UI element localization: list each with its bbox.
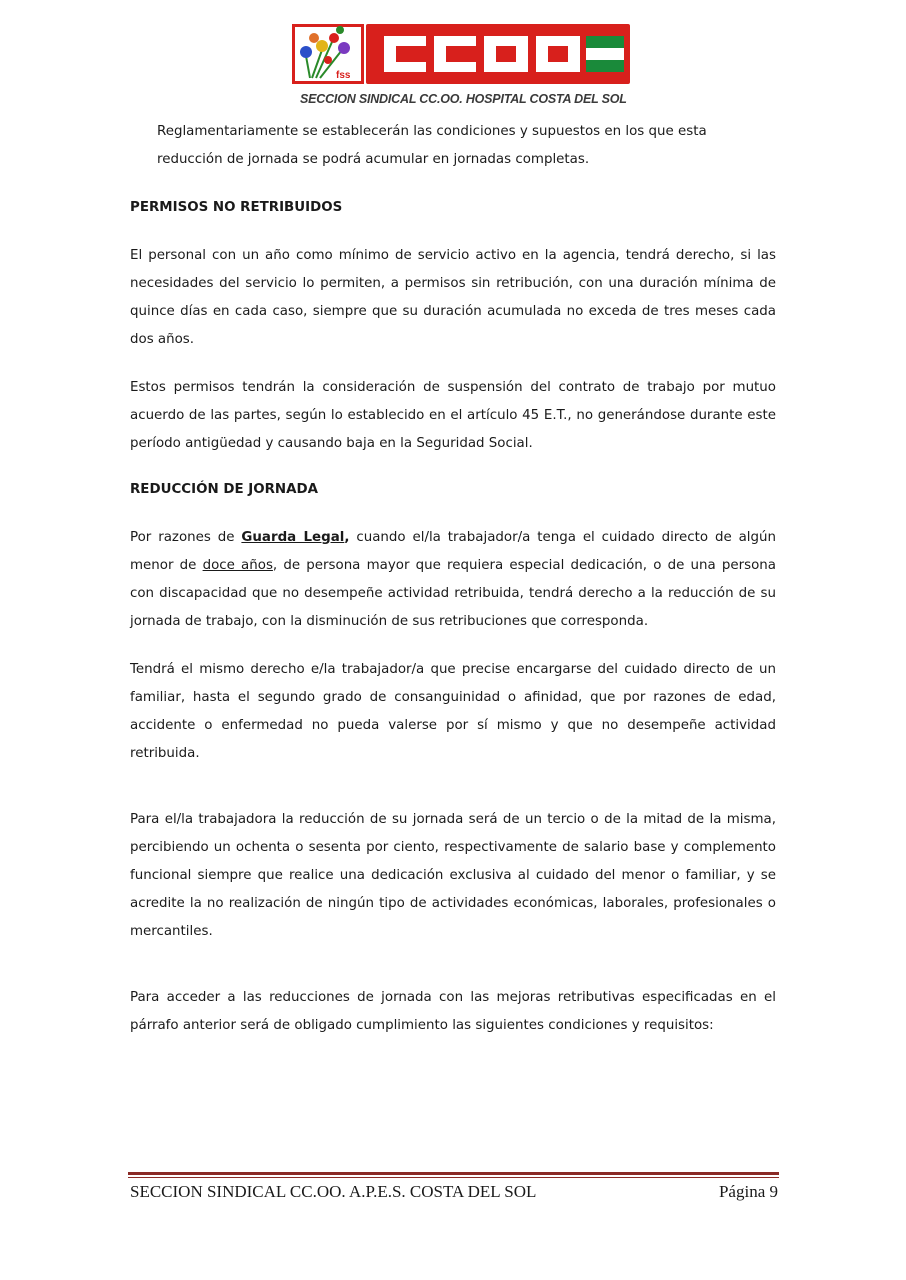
page-header xyxy=(0,0,906,110)
guarda-legal-term: Guarda Legal xyxy=(241,530,345,545)
section-heading-reduccion: REDUCCIÓN DE JORNADA xyxy=(130,482,318,497)
paragraph: Estos permisos tendrán la consideración de suspensión del contrato de trabajo por mutuo acuerdo de las partes, según lo establecido en el artículo 45 E.T., no generándose durante este período antigüedad y causando baja en la Seguridad Social. xyxy=(130,380,776,451)
header-subtitle: SECCION SINDICAL CC.OO. HOSPITAL COSTA DEL SOL xyxy=(300,92,627,106)
text-run: cuando el/la trabajador/a tenga el cuidado directo de algún menor de xyxy=(130,530,776,573)
footer-rule-thin xyxy=(128,1177,779,1178)
doce-anos-term: doce años xyxy=(202,558,273,573)
paragraph: El personal con un año como mínimo de servicio activo en la agencia, tendrá derecho, si las necesidades del servicio lo permiten, a permisos sin retribución, con una duración mínima de quince días en cada caso, siempre que su duración acumulada no exceda de tres meses cada dos años. xyxy=(130,248,776,347)
section-heading-permisos: PERMISOS NO RETRIBUIDOS xyxy=(130,200,343,215)
page-number: Página 9 xyxy=(718,1182,778,1201)
text-run: , de persona mayor que requiera especial dedicación, o de una persona con discapacidad que no desempeñe actividad retribuida, tendrá derecho a la reducción de su jornada de trabajo, con la disminución de sus retribuciones que corresponda. xyxy=(130,558,776,629)
document-body xyxy=(130,118,776,1040)
text-run: Por razones de xyxy=(130,530,242,545)
footer-organization: SECCION SINDICAL CC.OO. A.P.E.S. COSTA DEL SOL xyxy=(130,1182,537,1201)
fss-logo xyxy=(292,20,364,84)
footer-rule xyxy=(128,1172,779,1175)
paragraph-guarda-legal xyxy=(130,524,776,636)
intro-paragraph: Reglamentariamente se establecerán las condiciones y supuestos en los que esta reducción de jornada se podrá acumular en jornadas completas. xyxy=(157,124,707,167)
text-run: , xyxy=(344,530,350,545)
fss-logo-text: fss xyxy=(336,70,351,81)
ccoo-logo xyxy=(366,24,630,84)
paragraph: Para el/la trabajadora la reducción de su jornada será de un tercio o de la mitad de la misma, percibiendo un ochenta o sesenta por ciento, respectivamente de salario base y complemento funcional siempre que realice una dedicación exclusiva al cuidado del menor o familiar, y se acredite la no realización de ningún tipo de actividades económicas, laborales, profesionales o mercantiles. xyxy=(130,812,776,939)
paragraph: Tendrá el mismo derecho e/la trabajador/a que precise encargarse del cuidado directo de un familiar, hasta el segundo grado de consanguinidad o afinidad, que por razones de edad, accidente o enfermedad no pueda valerse por sí mismo y que no desempeñe actividad retribuida. xyxy=(130,662,776,761)
paragraph: Para acceder a las reducciones de jornada con las mejoras retributivas especificadas en el párrafo anterior será de obligado cumplimiento las siguientes condiciones y requisitos: xyxy=(130,990,776,1033)
